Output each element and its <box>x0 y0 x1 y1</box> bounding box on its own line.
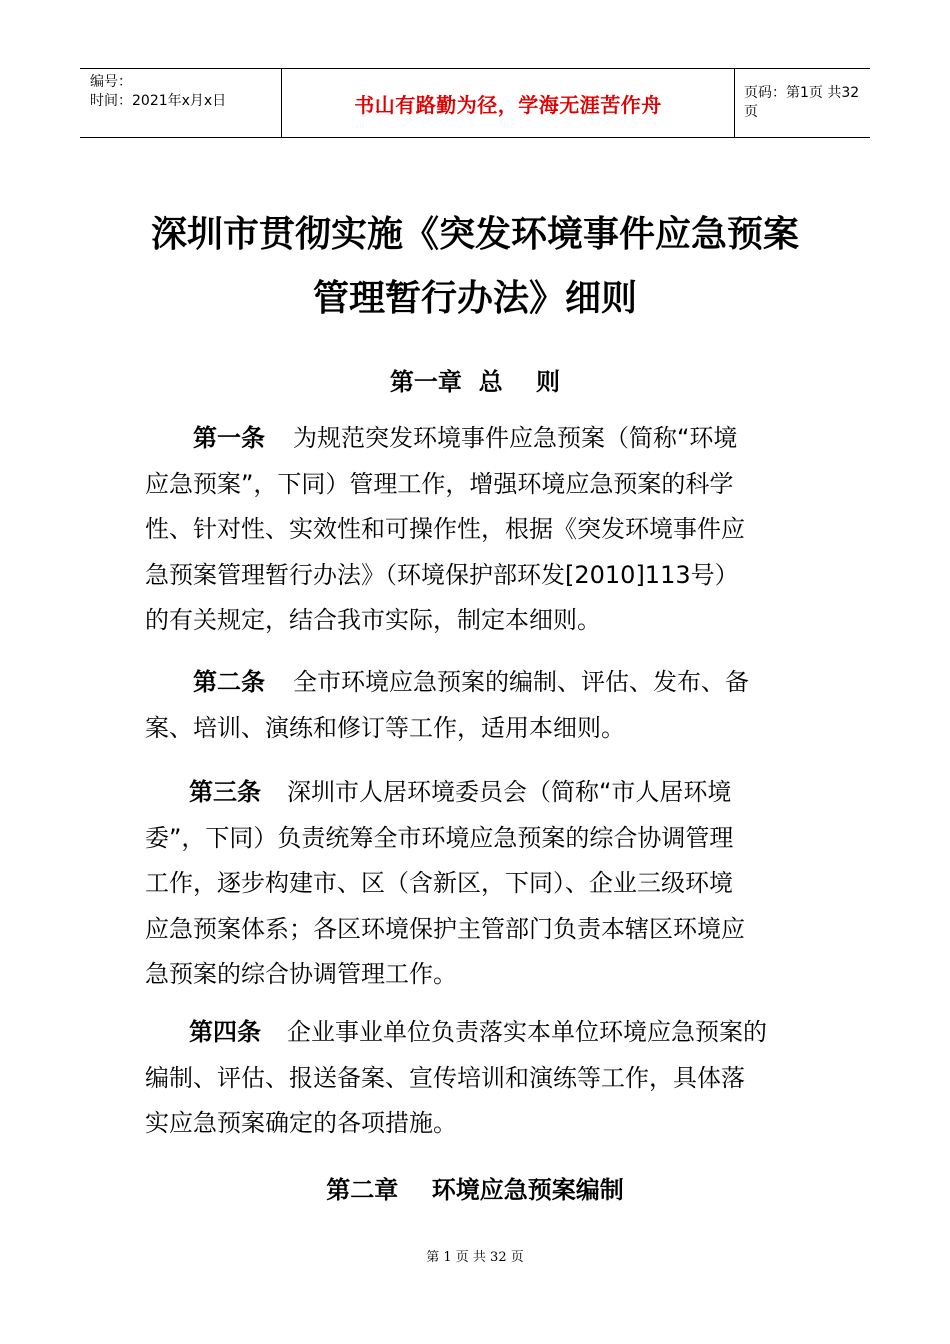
article-text-line: 工作，逐步构建市、区（含新区，下同）、企业三级环境 <box>145 869 733 897</box>
header-motto: 书山有路勤为径，学海无涯苦作舟 <box>354 92 662 117</box>
header-meta-cell <box>80 69 281 137</box>
article-text-line: 应急预案”，下同）管理工作，增强环境应急预案的科学 <box>145 469 734 498</box>
article-label: 第四条 <box>189 1018 261 1046</box>
article-text-line: 深圳市人居环境委员会（简称“市人居环境 <box>287 778 732 806</box>
article-1 <box>145 416 805 644</box>
article-text-line: 案、培训、演练和修订等工作，适用本细则。 <box>145 713 625 742</box>
page-header <box>80 68 870 138</box>
header-motto-cell <box>281 69 735 137</box>
article-text-line: 的有关规定，结合我市实际，制定本细则。 <box>145 606 601 634</box>
document-title-line2: 管理暂行办法》细则 <box>312 278 637 319</box>
header-page-cell <box>734 69 870 137</box>
chapter-heading-1: 第一章 总 则 <box>389 368 561 396</box>
article-text-line: 为规范突发环境事件应急预案（简称“环境 <box>293 424 738 452</box>
article-text-line: 应急预案体系；各区环境保护主管部门负责本辖区环境应 <box>145 914 745 943</box>
document-title-line1: 深圳市贯彻实施《突发环境事件应急预案 <box>150 214 799 255</box>
article-text-line: 急预案管理暂行办法》（环境保护部环发[2010]113号） <box>145 560 739 589</box>
chapter-heading-2: 第二章 环境应急预案编制 <box>326 1176 624 1204</box>
article-label: 第二条 <box>193 668 265 696</box>
article-label: 第三条 <box>189 778 261 806</box>
page-footer: 第 1 页 共 32 页 <box>426 1250 524 1265</box>
article-label: 第一条 <box>193 424 265 452</box>
article-text-line: 性、针对性、实效性和可操作性，根据《突发环境事件应 <box>145 515 745 543</box>
article-3 <box>145 770 805 998</box>
document-number-label: 编号： <box>90 74 132 90</box>
article-4 <box>145 1010 815 1147</box>
article-text-line: 企业事业单位负责落实本单位环境应急预案的 <box>287 1018 767 1046</box>
document-time-label: 时间：2021年x月x日 <box>90 93 227 109</box>
article-text-line: 急预案的综合协调管理工作。 <box>145 960 457 988</box>
header-page-info: 页码：第1页 共32页 <box>744 85 860 120</box>
article-text-line: 实应急预案确定的各项措施。 <box>145 1109 457 1137</box>
article-text-line: 委”，下同）负责统筹全市环境应急预案的综合协调管理 <box>145 823 734 852</box>
article-text-line: 全市环境应急预案的编制、评估、发布、备 <box>293 668 749 696</box>
article-text-line: 编制、评估、报送备案、宣传培训和演练等工作，具体落 <box>145 1063 745 1092</box>
article-2 <box>145 660 805 751</box>
